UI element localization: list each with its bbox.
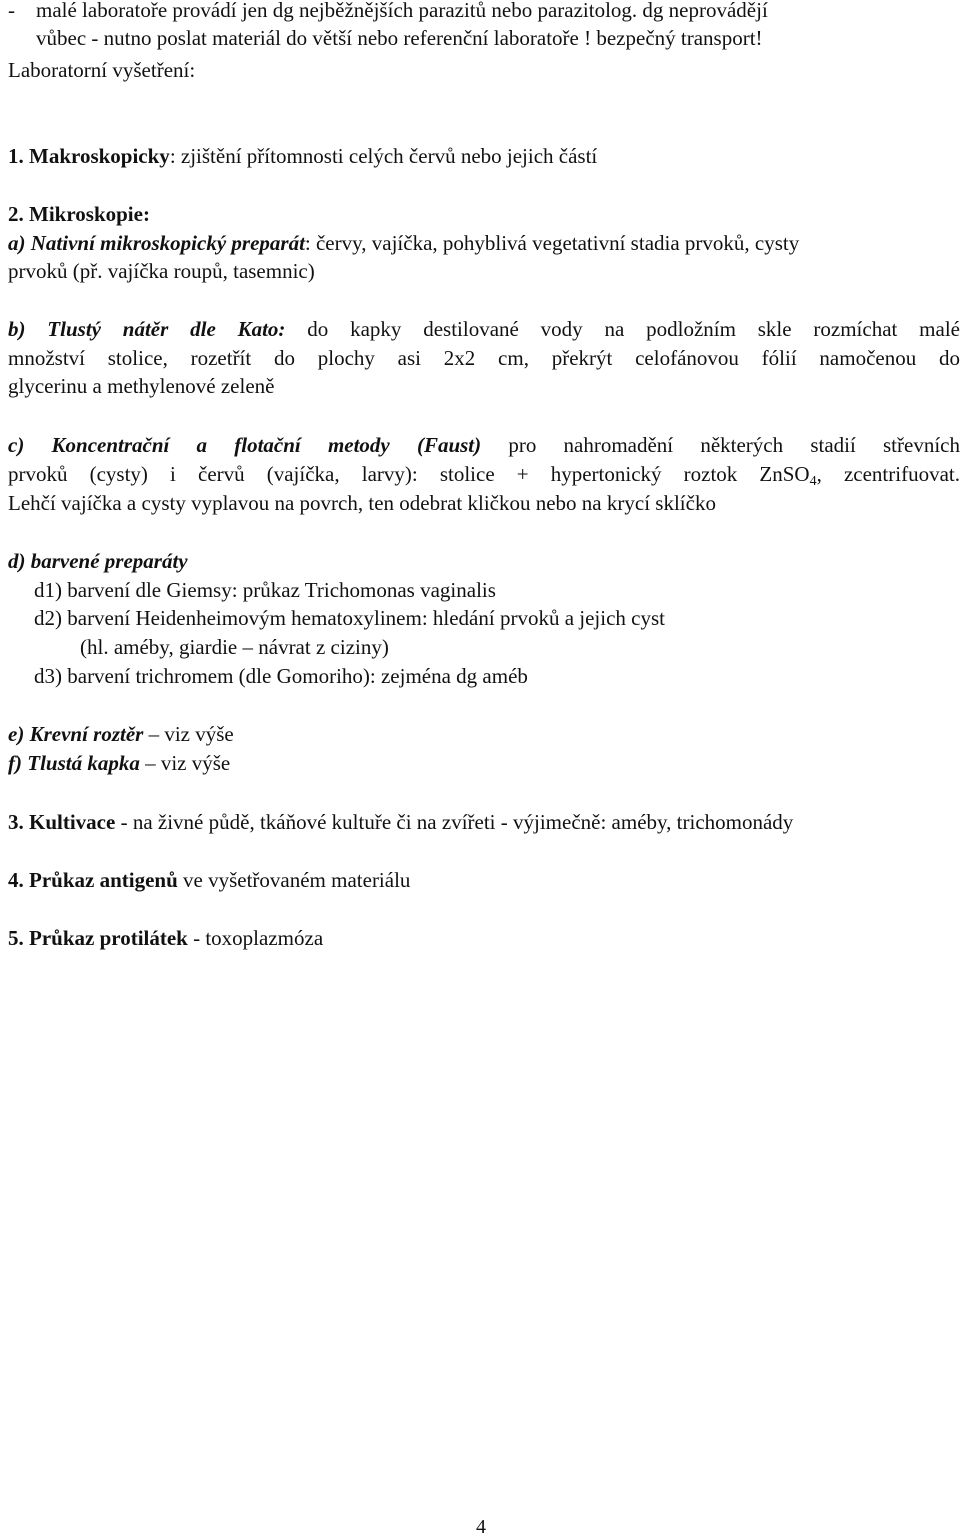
section-1-number: 1. <box>8 144 24 168</box>
item-f-label: f) Tlustá kapka <box>8 751 140 775</box>
item-b-line-2: množství stolice, rozetřít do plochy asi 2x2 cm, překrýt celofánovou fólií namočenou do <box>8 346 960 370</box>
intro-dash: - <box>8 0 15 22</box>
item-a-label: a) Nativní mikroskopický preparát <box>8 231 305 255</box>
item-d1: d1) barvení dle Giemsy: průkaz Trichomonas vaginalis <box>34 578 496 602</box>
item-c-text: pro nahromadění některých stadií střevních <box>481 433 960 457</box>
item-b-label: b) Tlustý nátěr dle Kato: <box>8 317 286 341</box>
section-heading: Laboratorní vyšetření: <box>8 58 196 82</box>
page-number: 4 <box>476 1516 486 1538</box>
section-1-title: Makroskopicky <box>29 144 170 168</box>
section-4 <box>8 866 410 894</box>
section-1 <box>8 142 597 170</box>
item-a-line-1 <box>8 229 799 257</box>
intro-line-2: vůbec - nutno poslat materiál do větší nebo referenční laboratoře ! bezpečný transport! <box>36 26 763 50</box>
section-3-text: - na živné půdě, tkáňové kultuře či na zvířeti - výjimečně: améby, trichomonády <box>115 810 794 834</box>
section-1-text: : zjištění přítomnosti celých červů nebo jejich částí <box>169 144 598 168</box>
section-4-number: 4. <box>8 868 24 892</box>
item-d2: d2) barvení Heidenheimovým hematoxylinem: hledání prvoků a jejich cyst <box>34 606 665 630</box>
item-e-label: e) Krevní roztěr <box>8 722 144 746</box>
item-d3: d3) barvení trichromem (dle Gomoriho): zejména dg améb <box>34 664 528 688</box>
item-c-line-1 <box>8 431 960 459</box>
section-3-title: Kultivace <box>29 810 116 834</box>
item-a-text: : červy, vajíčka, pohyblivá vegetativní stadia prvoků, cysty <box>304 231 800 255</box>
section-2-title: 2. Mikroskopie: <box>8 202 150 226</box>
item-d-label: d) barvené preparáty <box>8 549 188 573</box>
item-e <box>8 720 234 748</box>
subscript-4: 4 <box>809 474 817 489</box>
item-b-line-1 <box>8 315 960 343</box>
section-5-text: - toxoplazmóza <box>187 926 324 950</box>
item-f <box>8 749 230 777</box>
item-d2-continuation: (hl. améby, giardie – návrat z ciziny) <box>80 635 389 659</box>
intro-line-1: malé laboratoře provádí jen dg nejběžnějších parazitů nebo parazitolog. dg neprovádějí <box>36 0 768 22</box>
section-4-text: ve vyšetřovaném materiálu <box>177 868 411 892</box>
item-b-text: do kapky destilované vody na podložním skle rozmíchat malé <box>285 317 960 341</box>
item-b-line-3: glycerinu a methylenové zeleně <box>8 374 275 398</box>
section-3 <box>8 808 793 836</box>
item-a-line-2: prvoků (př. vajíčka roupů, tasemnic) <box>8 259 315 283</box>
section-3-number: 3. <box>8 810 24 834</box>
item-c-label: c) Koncentrační a flotační metody (Faust) <box>8 433 482 457</box>
item-e-text: – viz výše <box>143 722 234 746</box>
item-c-line-2: prvoků (cysty) i červů (vajíčka, larvy): stolice + hypertonický roztok ZnSO$_4$, zcentrifuovat. <box>8 462 960 489</box>
item-f-text: – viz výše <box>139 751 231 775</box>
section-5-number: 5. <box>8 926 24 950</box>
section-5-title: Průkaz protilátek <box>29 926 188 950</box>
item-c-line-3: Lehčí vajíčka a cysty vyplavou na povrch, ten odebrat kličkou nebo na krycí sklíčko <box>8 491 716 515</box>
section-4-title: Průkaz antigenů <box>29 868 178 892</box>
section-5 <box>8 924 323 952</box>
